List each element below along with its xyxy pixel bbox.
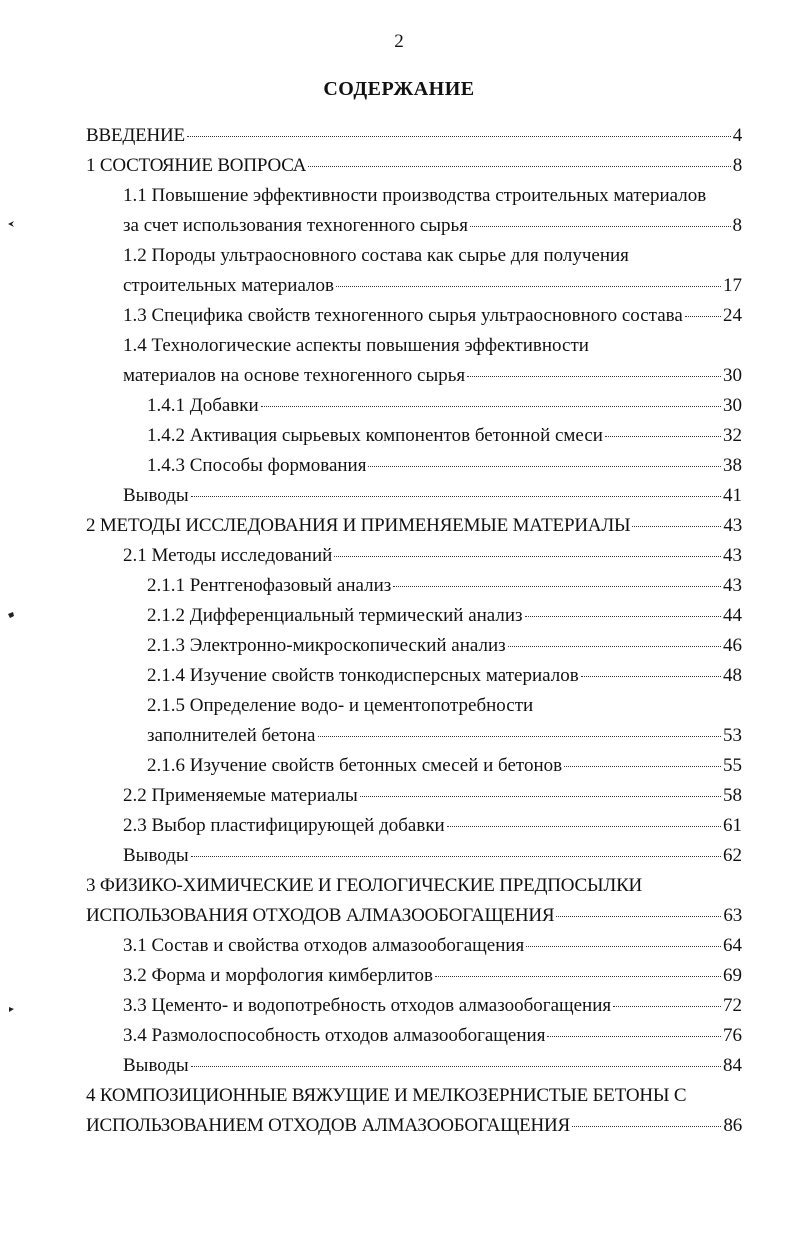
toc-entry[interactable] — [86, 781, 742, 811]
dot-leader — [526, 946, 721, 947]
dot-leader — [334, 556, 721, 557]
toc-entry-page: 86 — [723, 1115, 742, 1136]
dot-leader — [368, 466, 721, 467]
toc-entry[interactable] — [86, 151, 742, 181]
toc-entry[interactable] — [86, 181, 742, 241]
dot-leader — [187, 136, 731, 137]
toc-entry-page: 61 — [723, 815, 742, 836]
toc-entry[interactable] — [86, 751, 742, 781]
toc-entry-page: 38 — [723, 455, 742, 476]
toc-entry[interactable] — [86, 631, 742, 661]
toc-entry-text: материалов на основе техногенного сырья — [123, 365, 466, 386]
scan-mark — [6, 610, 16, 620]
page-number: 2 — [394, 31, 404, 52]
dot-leader — [393, 586, 721, 587]
dot-leader — [191, 496, 721, 497]
dot-leader — [632, 526, 721, 527]
toc-entry[interactable] — [86, 391, 742, 421]
toc-entry-text: 1.1 Повышение эффективности производства строительных материалов — [123, 185, 707, 206]
dot-leader — [564, 766, 721, 767]
toc-entry[interactable] — [86, 451, 742, 481]
toc-entry-page: 84 — [723, 1055, 742, 1076]
toc-entry-text: 2.1.3 Электронно-микроскопический анализ — [147, 635, 506, 656]
toc-entry-page: 72 — [723, 995, 742, 1016]
toc-entry-page: 58 — [723, 785, 742, 806]
toc-entry-text: за счет использования техногенного сырья — [123, 215, 468, 236]
toc-entry-page: 24 — [723, 305, 742, 326]
toc-entry[interactable] — [86, 301, 742, 331]
toc-entry-page: 64 — [723, 935, 742, 956]
toc-entry[interactable] — [86, 601, 742, 631]
toc-entry[interactable] — [86, 841, 742, 871]
dot-leader — [556, 916, 721, 917]
toc-entry-text: 4 КОМПОЗИЦИОННЫЕ ВЯЖУЩИЕ И МЕЛКОЗЕРНИСТЫЕ БЕТОНЫ С — [86, 1085, 687, 1106]
toc-entry-text: 3.2 Форма и морфология кимберлитов — [123, 965, 433, 986]
dot-leader — [360, 796, 721, 797]
toc-entry-page: 53 — [723, 725, 742, 746]
toc-title: СОДЕРЖАНИЕ — [323, 78, 475, 100]
dot-leader — [605, 436, 721, 437]
toc-entry-text: 2.1 Методы исследований — [123, 545, 333, 566]
toc-entry-text: 2.3 Выбор пластифицирующей добавки — [123, 815, 445, 836]
toc-entry[interactable] — [86, 571, 742, 601]
toc-entry-page: 41 — [723, 485, 742, 506]
toc-entry-text: 3.3 Цементо- и водопотребность отходов алмазообогащения — [123, 995, 612, 1016]
toc-entry-page: 55 — [723, 755, 742, 776]
dot-leader — [336, 286, 721, 287]
toc-entry[interactable] — [86, 931, 742, 961]
toc-entry[interactable] — [86, 481, 742, 511]
toc-entry-text: 1 СОСТОЯНИЕ ВОПРОСА — [86, 155, 307, 176]
table-of-contents — [86, 121, 742, 1141]
toc-entry-page: 30 — [723, 395, 742, 416]
toc-entry-text: Выводы — [123, 845, 189, 866]
toc-entry-page: 44 — [723, 605, 742, 626]
dot-leader — [470, 226, 731, 227]
toc-entry[interactable] — [86, 1021, 742, 1051]
toc-entry-page: 8 — [732, 155, 742, 176]
toc-entry[interactable] — [86, 661, 742, 691]
toc-entry-page: 63 — [723, 905, 742, 926]
toc-entry-page: 43 — [723, 575, 742, 596]
toc-entry-text: 1.3 Специфика свойств техногенного сырья ультраосновного состава — [123, 305, 683, 326]
dot-leader — [581, 676, 721, 677]
toc-entry-page: 32 — [723, 425, 742, 446]
toc-entry-text: 1.4.3 Способы формования — [147, 455, 367, 476]
toc-entry[interactable] — [86, 1081, 742, 1141]
scan-mark — [6, 1004, 16, 1014]
dot-leader — [572, 1126, 721, 1127]
toc-entry-text: 3.4 Размолоспособность отходов алмазообогащения — [123, 1025, 546, 1046]
toc-entry[interactable] — [86, 511, 742, 541]
toc-entry-page: 4 — [732, 125, 742, 146]
toc-entry-text: ИСПОЛЬЗОВАНИЯ ОТХОДОВ АЛМАЗООБОГАЩЕНИЯ — [86, 905, 555, 926]
toc-entry-text: 2.1.6 Изучение свойств бетонных смесей и бетонов — [147, 755, 563, 776]
toc-entry-page: 30 — [723, 365, 742, 386]
toc-entry-text: строительных материалов — [123, 275, 334, 296]
toc-entry-text: 2.1.2 Дифференциальный термический анализ — [147, 605, 523, 626]
toc-entry-text: заполнителей бетона — [147, 725, 316, 746]
toc-entry[interactable] — [86, 871, 742, 931]
toc-entry-page: 8 — [732, 215, 742, 236]
toc-entry-text: 1.2 Породы ультраосновного состава как сырье для получения — [123, 245, 629, 266]
dot-leader — [308, 166, 730, 167]
dot-leader — [613, 1006, 721, 1007]
dot-leader — [261, 406, 721, 407]
toc-entry[interactable] — [86, 691, 742, 751]
dot-leader — [685, 316, 721, 317]
toc-entry-page: 43 — [723, 545, 742, 566]
toc-entry-text: Выводы — [123, 1055, 189, 1076]
toc-entry-text: 2.1.1 Рентгенофазовый анализ — [147, 575, 392, 596]
toc-entry-text: 2.2 Применяемые материалы — [123, 785, 358, 806]
toc-entry-page: 43 — [723, 515, 742, 536]
dot-leader — [508, 646, 721, 647]
toc-entry-text: 1.4.1 Добавки — [147, 395, 259, 416]
toc-entry-text: ИСПОЛЬЗОВАНИЕМ ОТХОДОВ АЛМАЗООБОГАЩЕНИЯ — [86, 1115, 570, 1136]
toc-entry[interactable] — [86, 961, 742, 991]
toc-entry-text: Выводы — [123, 485, 189, 506]
dot-leader — [447, 826, 721, 827]
toc-entry-text: ВВЕДЕНИЕ — [86, 125, 185, 146]
dot-leader — [191, 856, 721, 857]
dot-leader — [318, 736, 722, 737]
toc-entry-page: 69 — [723, 965, 742, 986]
scan-mark — [6, 219, 16, 229]
toc-entry[interactable] — [86, 421, 742, 451]
toc-entry-text: 2.1.4 Изучение свойств тонкодисперсных материалов — [147, 665, 579, 686]
toc-entry-text: 2 МЕТОДЫ ИССЛЕДОВАНИЯ И ПРИМЕНЯЕМЫЕ МАТЕРИАЛЫ — [86, 515, 631, 536]
toc-entry-page: 46 — [723, 635, 742, 656]
toc-entry-text: 1.4.2 Активация сырьевых компонентов бетонной смеси — [147, 425, 603, 446]
toc-entry-page: 17 — [723, 275, 742, 296]
toc-entry-text: 3.1 Состав и свойства отходов алмазообогащения — [123, 935, 525, 956]
dot-leader — [525, 616, 721, 617]
toc-entry-page: 62 — [723, 845, 742, 866]
toc-entry-text: 2.1.5 Определение водо- и цементопотребности — [147, 695, 534, 716]
toc-entry[interactable] — [86, 991, 742, 1021]
toc-entry-text: 3 ФИЗИКО-ХИМИЧЕСКИЕ И ГЕОЛОГИЧЕСКИЕ ПРЕДПОСЫЛКИ — [86, 875, 643, 896]
dot-leader — [547, 1036, 721, 1037]
toc-entry-text: 1.4 Технологические аспекты повышения эффективности — [123, 335, 589, 356]
toc-entry-page: 48 — [723, 665, 742, 686]
dot-leader — [467, 376, 721, 377]
toc-entry[interactable] — [86, 331, 742, 391]
toc-entry[interactable] — [86, 1051, 742, 1081]
toc-entry[interactable] — [86, 811, 742, 841]
toc-entry[interactable] — [86, 541, 742, 571]
toc-entry-page: 76 — [723, 1025, 742, 1046]
dot-leader — [435, 976, 721, 977]
dot-leader — [191, 1066, 721, 1067]
toc-entry[interactable] — [86, 241, 742, 301]
toc-entry[interactable] — [86, 121, 742, 151]
